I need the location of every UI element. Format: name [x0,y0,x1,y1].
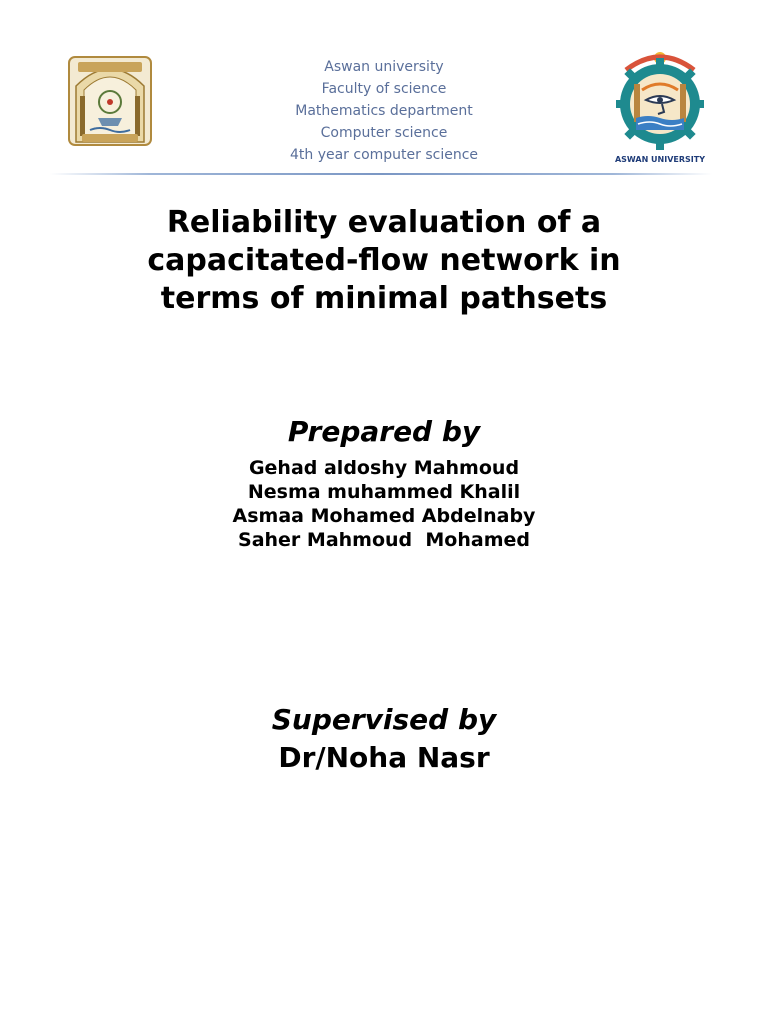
institution-block [180,56,588,166]
title-line: Reliability evaluation of a [166,205,602,240]
program-name: Computer science [320,125,448,141]
aswan-university-logo [612,44,708,166]
year-name: 4th year computer science [289,147,479,163]
supervised-by-heading: Supervised by [271,703,497,736]
author-list [0,456,768,552]
supervisor-name: Dr/Noha Nasr [278,741,490,774]
aswan-logo-caption: ASWAN UNIVERSITY [614,155,706,164]
document-header [0,0,768,180]
university-name: Aswan university [324,59,444,75]
author-name: Gehad aldoshy Mahmoud [248,457,520,479]
document-title [40,204,728,318]
prepared-by-heading: Prepared by [287,415,481,448]
header-divider [50,173,712,175]
title-line: terms of minimal pathsets [160,281,608,316]
faculty-of-science-logo [68,56,152,146]
author-name: Saher Mahmoud Mohamed [238,529,530,551]
author-name: Asmaa Mohamed Abdelnaby [232,505,536,527]
author-name: Nesma muhammed Khalil [247,481,521,503]
faculty-name: Faculty of science [321,81,447,97]
title-line: capacitated-flow network in [147,243,621,278]
department-name: Mathematics department [295,103,473,119]
